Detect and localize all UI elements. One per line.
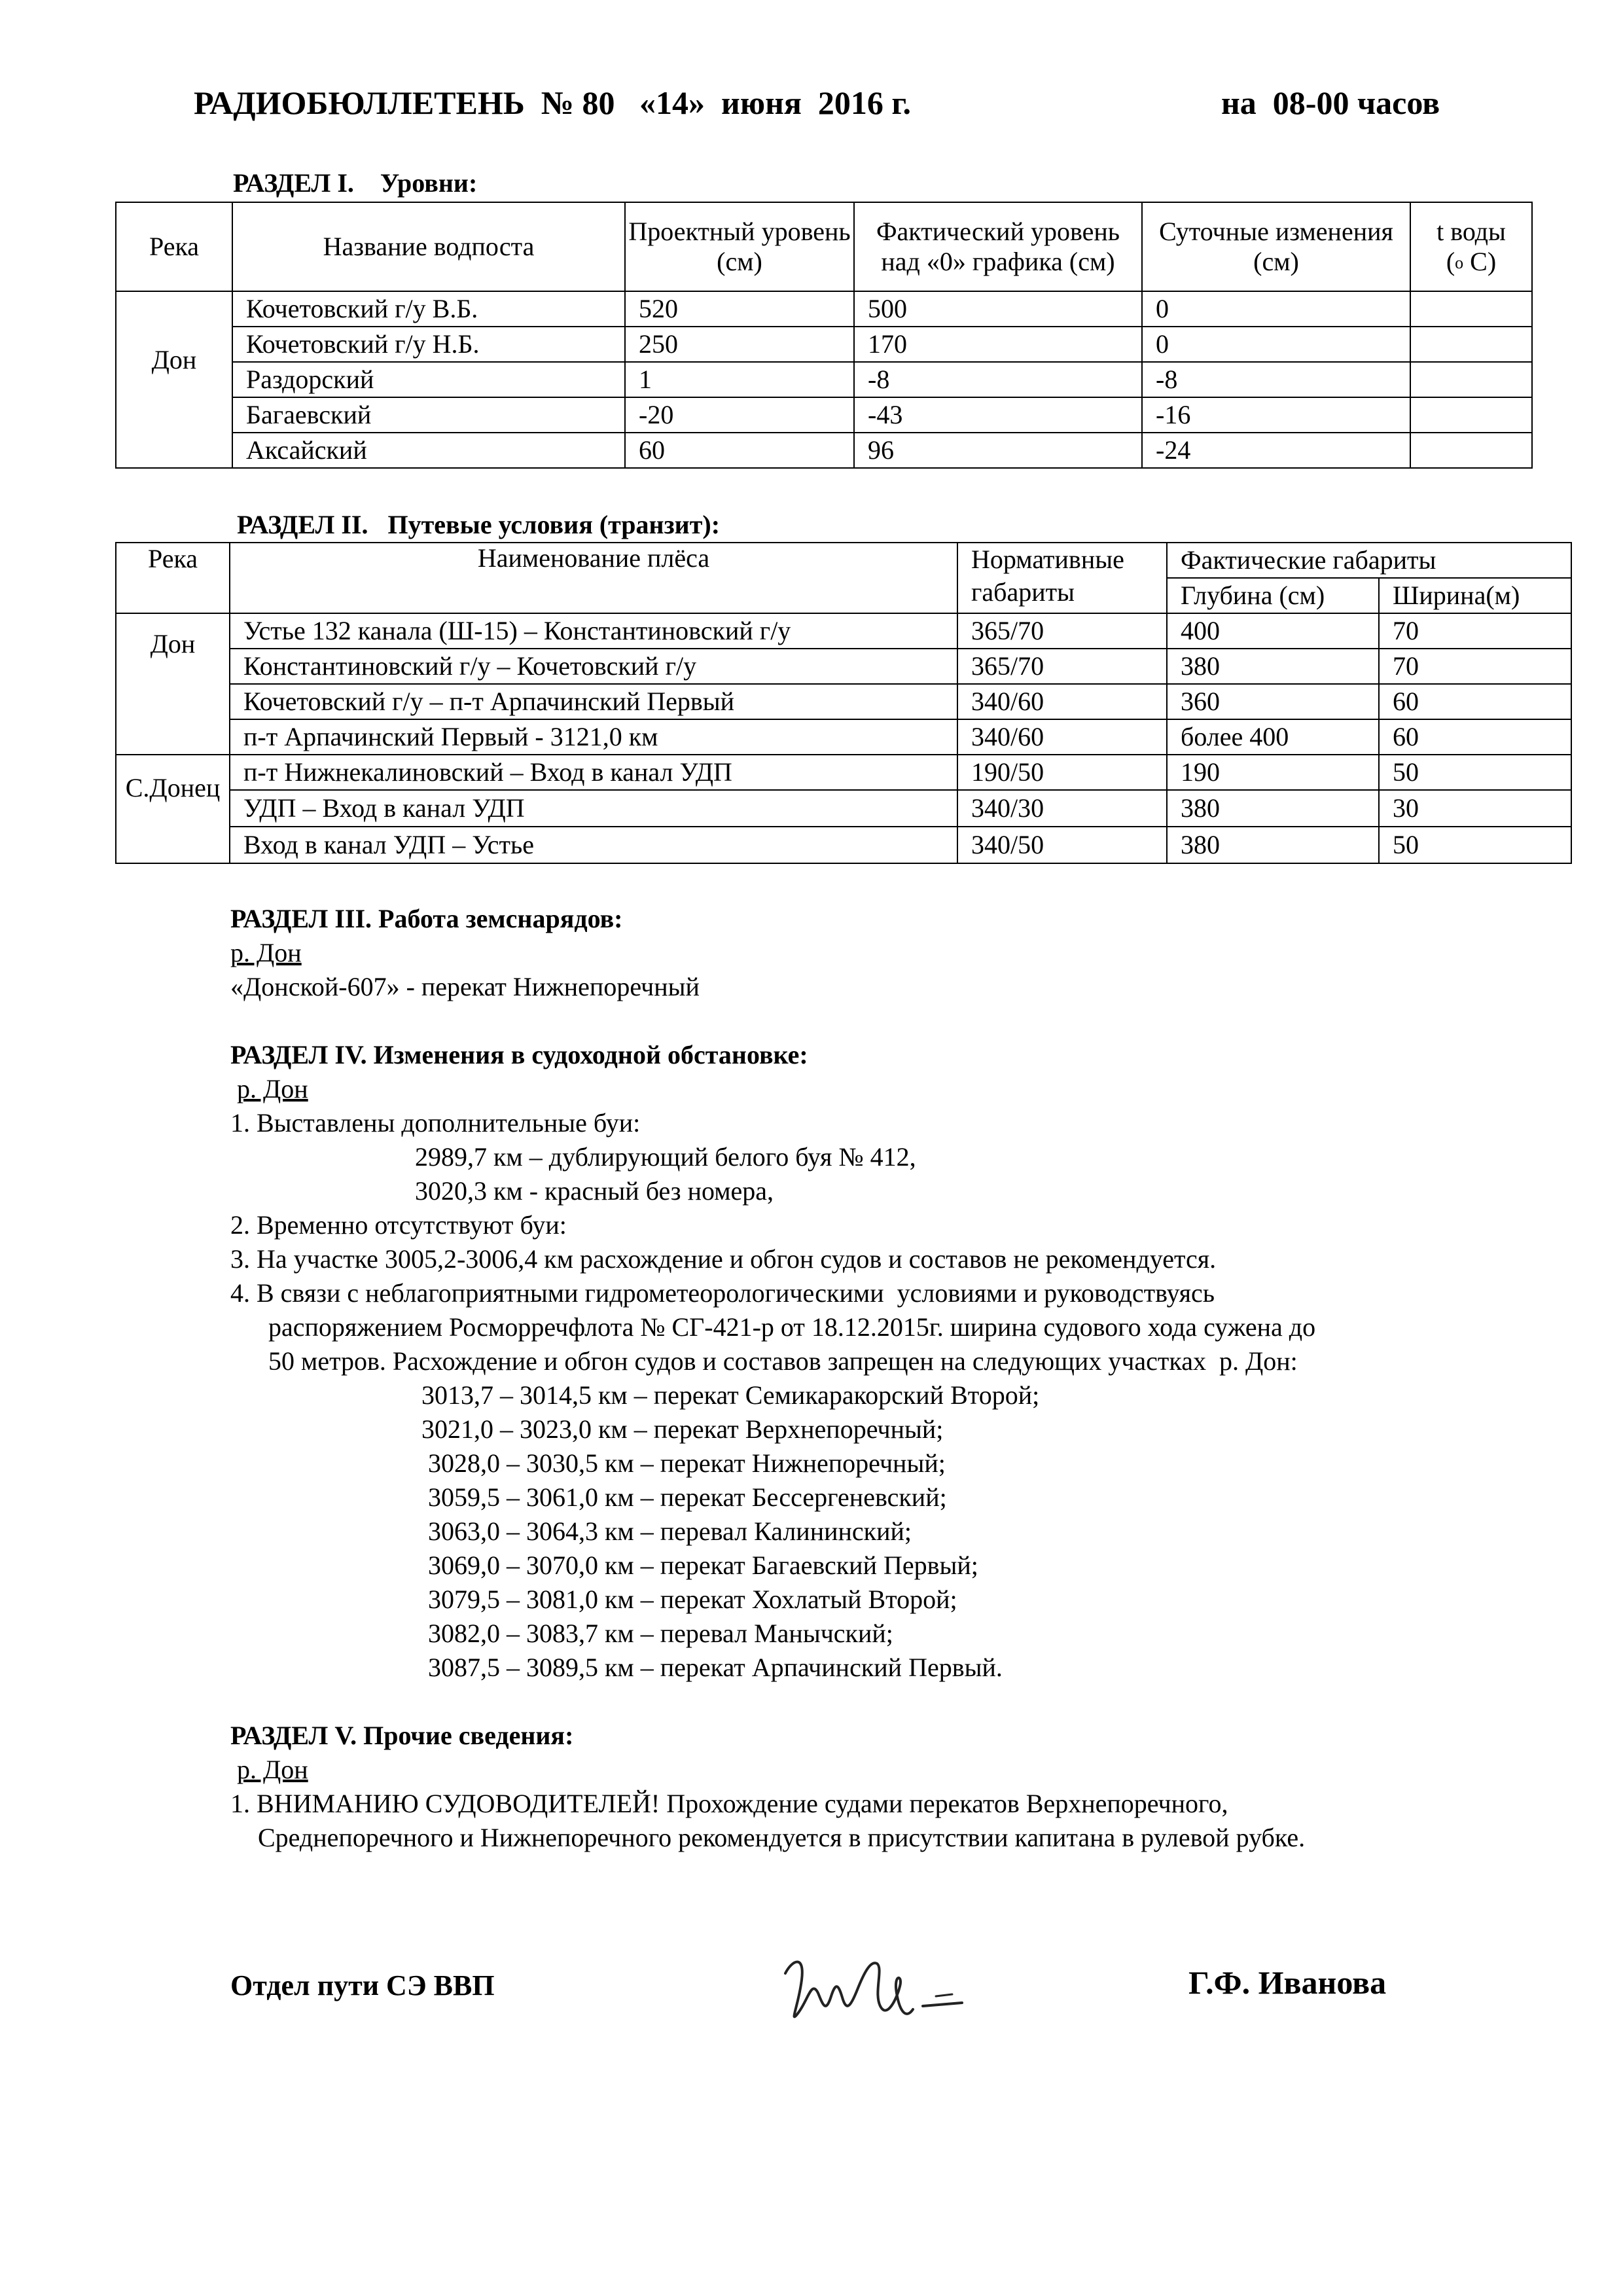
signature-image: [766, 1934, 982, 2045]
transit-header-row: [116, 543, 1571, 578]
table-row: [116, 684, 1571, 719]
col-river: Река: [116, 543, 230, 613]
degree-mark: o: [1455, 253, 1464, 272]
list-item: 3069,0 – 3070,0 км – перекат Багаевский Первый;: [428, 1551, 978, 1580]
temp-label: t воды: [1436, 217, 1506, 246]
bulletin-title: РАДИОБЮЛЛЕТЕНЬ № 80 «14» июня 2016 г.: [194, 84, 911, 121]
normative-value: 365/70: [957, 649, 1167, 684]
section2-title: РАЗДЕЛ II. Путевые условия (транзит):: [237, 510, 721, 539]
design-level: -20: [625, 397, 854, 433]
daily-change: -8: [1142, 362, 1410, 397]
transit-table: [115, 542, 1572, 864]
col-design: Проектный уровень (см): [625, 202, 854, 291]
list-item: 1. Выставлены дополнительные буи:: [230, 1108, 641, 1138]
list-item: 3021,0 – 3023,0 км – перекат Верхнепоречный;: [421, 1414, 944, 1444]
section3-dredger: «Донской-607» - перекат Нижнепоречный: [230, 972, 700, 1001]
list-item: 1. ВНИМАНИЮ СУДОВОДИТЕЛЕЙ! Прохождение судами перекатов Верхнепоречного,: [230, 1789, 1228, 1818]
design-level: 250: [625, 327, 854, 362]
width-value: 70: [1379, 649, 1571, 684]
station-name: Аксайский: [232, 433, 625, 468]
list-item: 3013,7 – 3014,5 км – перекат Семикаракорский Второй;: [421, 1380, 1040, 1410]
design-level: 520: [625, 291, 854, 327]
section4-title: РАЗДЕЛ IV. Изменения в судоходной обстановке:: [230, 1040, 808, 1069]
col-width: Ширина(м): [1379, 578, 1571, 613]
list-item: Среднепоречного и Нижнепоречного рекомендуется в присутствии капитана в рулевой рубке.: [258, 1823, 1306, 1852]
list-item: 2. Временно отсутствуют буи:: [230, 1210, 567, 1240]
col-actual-dimensions: Фактические габариты: [1167, 543, 1571, 578]
reach-name: п-т Арпачинский Первый - 3121,0 км: [230, 719, 957, 755]
list-item: распоряжением Росморречфлота № СГ-421-р от 18.12.2015г. ширина судового хода сужена до: [268, 1312, 1316, 1342]
reach-name: Константиновский г/у – Кочетовский г/у: [230, 649, 957, 684]
station-name: Кочетовский г/у Н.Б.: [232, 327, 625, 362]
list-item: 3020,3 км - красный без номера,: [415, 1176, 774, 1206]
col-station: Название водпоста: [232, 202, 625, 291]
col-depth: Глубина (см): [1167, 578, 1379, 613]
levels-table: [115, 202, 1533, 469]
list-item: 3087,5 – 3089,5 км – перекат Арпачинский Первый.: [428, 1653, 1003, 1682]
depth-value: 380: [1167, 649, 1379, 684]
width-value: 50: [1379, 827, 1571, 863]
depth-value: более 400: [1167, 719, 1379, 755]
table-row: [116, 755, 1571, 790]
water-temp: [1410, 362, 1532, 397]
water-temp: [1410, 327, 1532, 362]
section1-title: РАЗДЕЛ I. Уровни:: [233, 168, 478, 198]
section5-title: РАЗДЕЛ V. Прочие сведения:: [230, 1721, 574, 1750]
depth-value: 190: [1167, 755, 1379, 790]
water-temp: [1410, 433, 1532, 468]
col-actual: Фактический уровень над «0» графика (см): [854, 202, 1142, 291]
reach-name: УДП – Вход в канал УДП: [230, 790, 957, 827]
section3-title: РАЗДЕЛ III. Работа земснарядов:: [230, 904, 623, 933]
table-row: [116, 327, 1532, 362]
col-daily: Суточные изменения (см): [1142, 202, 1410, 291]
temp-open: (: [1446, 247, 1455, 276]
water-temp: [1410, 291, 1532, 327]
list-item: 2989,7 км – дублирующий белого буя № 412,: [415, 1142, 916, 1172]
actual-level: -43: [854, 397, 1142, 433]
daily-change: 0: [1142, 327, 1410, 362]
normative-value: 340/30: [957, 790, 1167, 827]
river-donets: С.Донец: [116, 755, 230, 863]
table-row: [116, 362, 1532, 397]
station-name: Багаевский: [232, 397, 625, 433]
depth-value: 380: [1167, 827, 1379, 863]
table-row: [116, 827, 1571, 863]
depth-value: 400: [1167, 613, 1379, 649]
table-row: [116, 649, 1571, 684]
reach-name: Устье 132 канала (Ш-15) – Константиновский г/у: [230, 613, 957, 649]
table-row: [116, 719, 1571, 755]
width-value: 60: [1379, 684, 1571, 719]
temp-unit: C): [1463, 247, 1497, 276]
normative-value: 190/50: [957, 755, 1167, 790]
list-item: 3. На участке 3005,2-3006,4 км расхождение и обгон судов и составов не рекомендуется.: [230, 1244, 1217, 1274]
design-level: 60: [625, 433, 854, 468]
table-row: [116, 433, 1532, 468]
reach-name: Кочетовский г/у – п-т Арпачинский Первый: [230, 684, 957, 719]
normative-value: 340/60: [957, 684, 1167, 719]
col-temp: [1410, 202, 1532, 291]
actual-level: 170: [854, 327, 1142, 362]
list-item: 3059,5 – 3061,0 км – перекат Бессергеневский;: [428, 1482, 947, 1512]
section3-river: р. Дон: [230, 938, 302, 967]
department-name: Отдел пути СЭ ВВП: [230, 1969, 495, 2001]
water-temp: [1410, 397, 1532, 433]
list-item: 3082,0 – 3083,7 км – перевал Манычский;: [428, 1619, 893, 1648]
normative-value: 365/70: [957, 613, 1167, 649]
depth-value: 360: [1167, 684, 1379, 719]
table-row: [116, 790, 1571, 827]
station-name: Кочетовский г/у В.Б.: [232, 291, 625, 327]
river-don: Дон: [116, 613, 230, 755]
daily-change: -24: [1142, 433, 1410, 468]
table-row: [116, 397, 1532, 433]
col-normative: Нормативные габариты: [957, 543, 1167, 613]
bulletin-time: на 08-00 часов: [1221, 84, 1440, 121]
section5-river: р. Дон: [237, 1755, 308, 1784]
width-value: 50: [1379, 755, 1571, 790]
depth-value: 380: [1167, 790, 1379, 827]
reach-name: Вход в канал УДП – Устье: [230, 827, 957, 863]
list-item: 3063,0 – 3064,3 км – перевал Калининский;: [428, 1516, 912, 1546]
levels-header-row: [116, 202, 1532, 291]
daily-change: -16: [1142, 397, 1410, 433]
signatory-name: Г.Ф. Иванова: [1188, 1964, 1387, 2001]
reach-name: п-т Нижнекалиновский – Вход в канал УДП: [230, 755, 957, 790]
col-river: Река: [116, 202, 232, 291]
daily-change: 0: [1142, 291, 1410, 327]
river-don: Дон: [116, 291, 232, 468]
section4-river: р. Дон: [237, 1074, 308, 1103]
list-item: 50 метров. Расхождение и обгон судов и составов запрещен на следующих участках р. Дон:: [268, 1346, 1298, 1376]
width-value: 60: [1379, 719, 1571, 755]
table-row: [116, 291, 1532, 327]
actual-level: 96: [854, 433, 1142, 468]
design-level: 1: [625, 362, 854, 397]
list-item: 4. В связи с неблагоприятными гидрометеорологическими условиями и руководствуясь: [230, 1278, 1215, 1308]
normative-value: 340/60: [957, 719, 1167, 755]
list-item: 3079,5 – 3081,0 км – перекат Хохлатый Второй;: [428, 1585, 957, 1614]
table-row: [116, 613, 1571, 649]
col-reach: Наименование плёса: [230, 543, 957, 613]
width-value: 70: [1379, 613, 1571, 649]
normative-value: 340/50: [957, 827, 1167, 863]
actual-level: 500: [854, 291, 1142, 327]
station-name: Раздорский: [232, 362, 625, 397]
actual-level: -8: [854, 362, 1142, 397]
list-item: 3028,0 – 3030,5 км – перекат Нижнепоречный;: [428, 1448, 946, 1478]
width-value: 30: [1379, 790, 1571, 827]
